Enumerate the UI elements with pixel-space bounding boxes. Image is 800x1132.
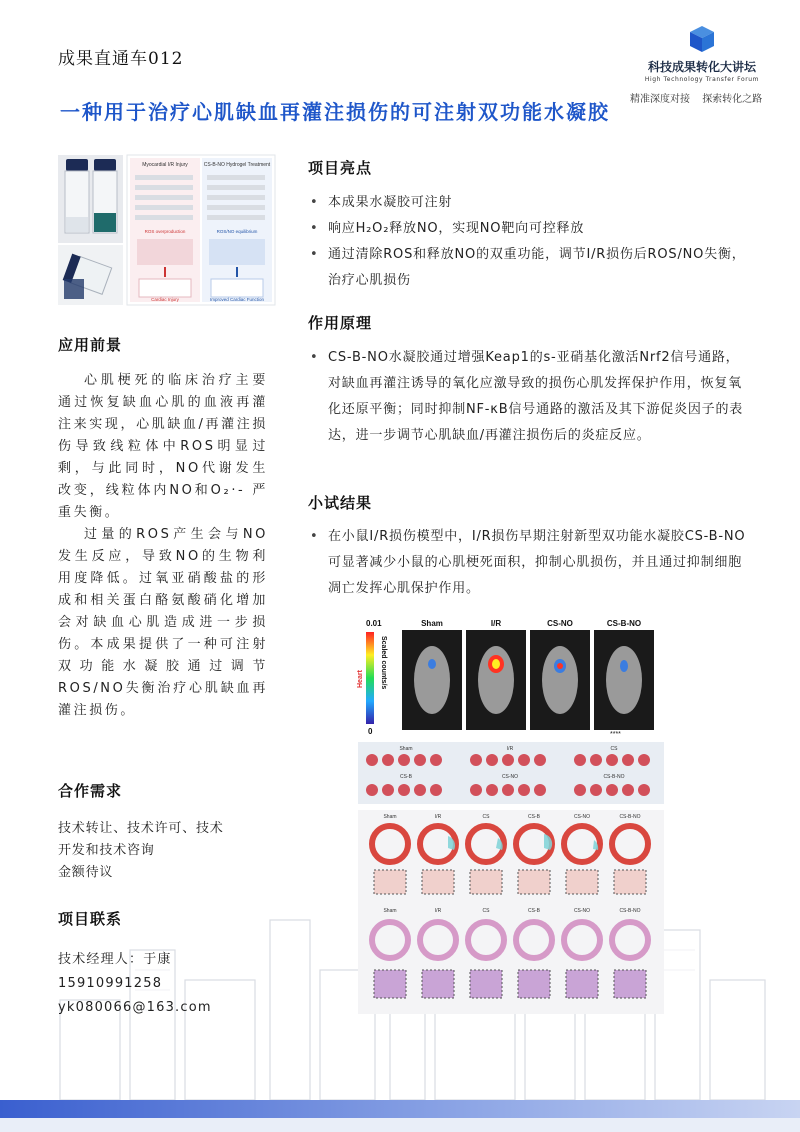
scheme-left-title: Myocardial I/R Injury [142,162,188,168]
scale-top-label: 0.01 [366,619,382,628]
experiment-results-figure [358,614,664,1014]
stain-label: CS-NO [573,814,591,820]
tagline [630,90,771,105]
stain-label: CS-B-NO [619,908,641,914]
group-label-cs-no: CS-NO [547,619,573,628]
stain-label: CS [482,908,490,914]
inverted-vial-photo [58,245,123,305]
principle-heading: 作用原理 [308,314,373,332]
stain-label: Sham [383,908,397,914]
background-paragraph-1: 心肌梗死的临床治疗主要通过恢复缺血心肌的血液再灌注来实现，心肌缺血/再灌注损伤导致线粒体中ROS明显过剩，与此同时，NO代谢发生改变，线粒体内NO和O₂·- 严重失衡。 [58,373,268,520]
slice-label: Sham [399,746,413,752]
tagline-part-1: 精准深度对接 [630,94,690,105]
contact-email[interactable]: yk080066@163.com [58,1000,212,1015]
principle-list [308,345,748,449]
stain-label: I/R [434,908,442,914]
mechanism-scheme-diagram [127,155,275,305]
results-heading: 小试结果 [308,494,373,512]
principle-item: • CS-B-NO水凝胶通过增强Keap1的s-亚硝基化激活Nrf2信号通路，对缺血再灌注诱导的氧化应激导致的损伤心肌发挥保护作用，恢复氧化还原平衡；同时抑制NF-κB信号通路的激活及其下游促炎因子的表达，进一步调节心肌缺血/再灌注损伤后的炎症反应。 [308,345,748,449]
scheme-right-node: ROS/NO equilibrium [216,229,258,234]
slice-label: I/R [506,746,514,752]
forum-logo [632,24,772,83]
highlights-heading: 项目亮点 [308,159,373,177]
background-paragraph-2: 过量的ROS产生会与NO发生反应，导致NO的生物利用度降低。过氧亚硝酸盐的形成和相关蛋白酪氨酸硝化增加会对缺血心肌造成进一步损伤。本成果提供了一种可注射双功能水凝胶通过调节ROS/NO失衡治疗心肌缺血再灌注损伤。 [58,527,268,718]
contact-heading: 项目联系 [58,910,123,928]
cooperation-line-2: 开发和技术咨询 [58,843,155,858]
slice-label: CS-NO [501,774,519,780]
stain-label: CS-NO [573,908,591,914]
slice-label: CS-B-NO [603,774,625,780]
cooperation-line-1: 技术转让、技术许可、技术 [58,821,224,836]
scheme-left-outcome: Cardiac Injury [151,297,179,302]
scheme-right-outcome: Improved Cardiac Function [209,297,265,302]
stain-label: I/R [434,814,442,820]
cooperation-heading: 合作需求 [58,782,123,800]
color-scale-bar [366,632,374,724]
footer-bar [0,1100,800,1118]
footer-strip [0,1118,800,1132]
results-list [308,524,748,602]
stain-label: CS-B-NO [619,814,641,820]
logo-english-name: High Technology Transfer Forum [644,76,760,83]
cooperation-text [58,818,268,884]
organ-label: Heart [357,670,364,688]
contact-phone[interactable]: 15910991258 [58,976,163,991]
results-item: • 在小鼠I/R损伤模型中，I/R损伤早期注射新型双功能水凝胶CS-B-NO可显著减少小鼠的心肌梗死面积，抑制心肌损伤，并且通过抑制细胞凋亡发挥心肌保护作用。 [308,524,748,602]
group-label-ir: I/R [490,619,502,628]
cooperation-line-3: 金额待议 [58,865,114,880]
highlight-item: • 通过清除ROS和释放NO的双重功能，调节I/R损伤后ROS/NO失衡，治疗心肌损伤 [308,242,748,294]
contact-info [58,948,212,1020]
scheme-left-node: ROS overproduction [144,229,186,234]
highlight-item: • 本成果水凝胶可注射 [308,190,748,216]
group-label-sham: Sham [421,619,443,628]
logo-chinese-name: 科技成果转化大讲坛 [647,60,756,74]
scheme-right-title: CS-B-NO Hydrogel Treatment [203,162,271,168]
contact-manager: 技术经理人：于康 [58,952,172,967]
scale-bottom-label: 0 [368,727,373,736]
tagline-part-2: 探索转化之路 [702,94,763,105]
stain-label: CS-B [528,908,540,914]
stain-label: Sham [383,814,397,820]
poster-title: 一种用于治疗心肌缺血再灌注损伤的可注射双功能水凝胶 [60,100,610,124]
highlights-list [308,190,748,294]
slice-label: CS [610,746,618,752]
cube-logo-icon [687,24,717,54]
significance-marker: **** [610,731,621,738]
background-heading: 应用前景 [58,336,123,354]
slice-label: CS-B [400,774,412,780]
hydrogel-vials-photo [58,155,123,243]
scale-axis-label: Scaled counts/s [380,636,387,690]
highlight-item: • 响应H₂O₂释放NO，实现NO靶向可控释放 [308,216,748,242]
stain-label: CS [482,814,490,820]
group-label-cs-b-no: CS-B-NO [606,619,642,628]
stain-label: CS-B [528,814,540,820]
series-label: 成果直通车012 [58,49,184,69]
background-text [58,370,268,722]
